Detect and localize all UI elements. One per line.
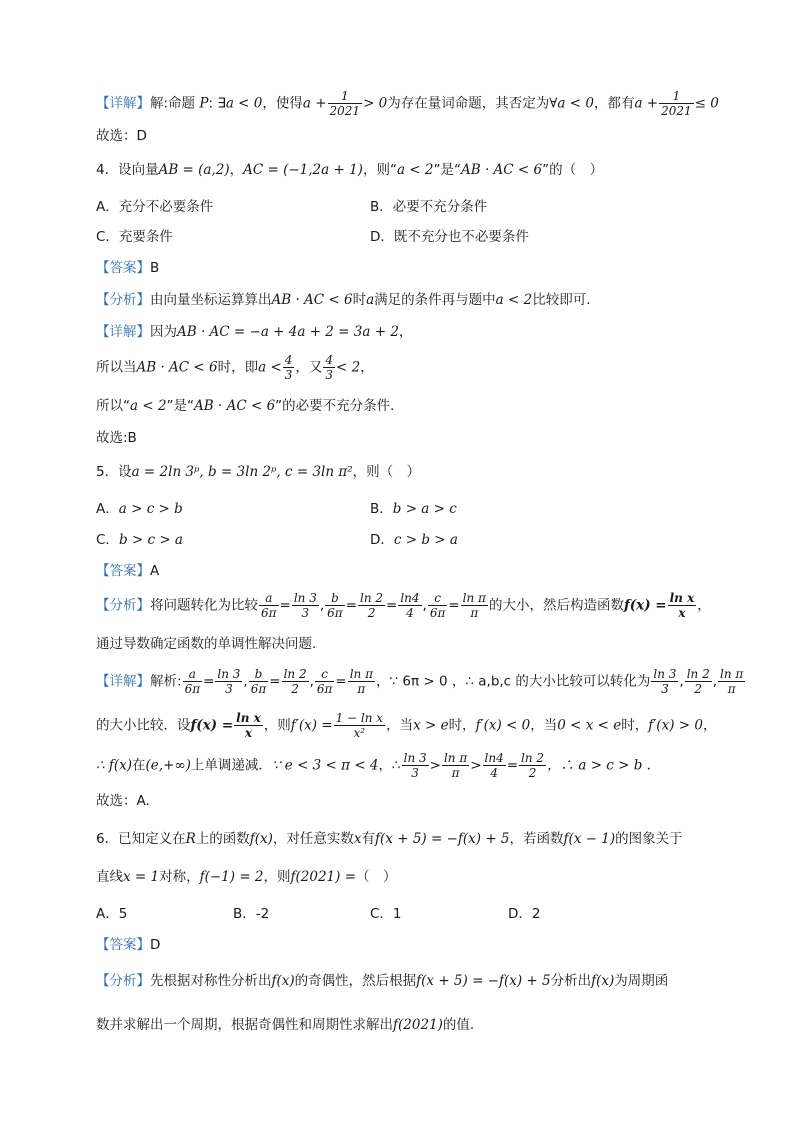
q6-analysis: 【分析】先根据对称性分析出f(x)的奇偶性，然后根据f(x + 5) = −f(x) + 5分析出f(x)为周期函 (96, 973, 669, 989)
q5-option-d: D．c > b > a (370, 532, 458, 548)
detail-tag: 【详解】 (96, 95, 150, 112)
q6-option-c: C．1 (370, 906, 402, 922)
q5-answer: 【答案】A (96, 563, 160, 579)
q5-choose: 故选：A. (96, 793, 150, 809)
fraction: $\frac{1}{2021}$ (329, 89, 361, 118)
q5-option-b: B．b > a > c (370, 501, 457, 517)
q6-option-d: D．2 (508, 906, 541, 922)
q4-option-c: C．充要条件 (96, 229, 173, 245)
q6-stem-line2: 直线x = 1对称，f(−1) = 2，则f(2021) =（ ） (96, 869, 397, 885)
q6-option-b: B．-2 (233, 906, 270, 922)
q4-detail-line2: 所以当AB · AC < 6时，即a < $\frac{4}{3}$ ，又 $\frac{4}{3}$ < 2， (96, 353, 374, 382)
q6-answer: 【答案】D (96, 937, 161, 953)
q4-stem: 4．设向量AB = (a,2)，AC = (−1,2a + 1)，则“a < 2”是“AB · AC < 6”的（ ） (96, 162, 604, 178)
q4-option-b: B．必要不充分条件 (370, 199, 488, 215)
q5-stem: 5．设a = 2ln 3ᵖ, b = 3ln 2ᵖ, c = 3ln π²，则（ ） (96, 464, 421, 480)
q6-option-a: A．5 (96, 906, 128, 922)
fraction: $\frac{4}{3}$ (325, 353, 334, 382)
q3-detail-line: 【详解】解:命题 P: ∃a < 0，使得a + $\frac{1}{2021}$ > 0为存在量词命题，其否定为∀a < 0，都有a + $\frac{1}{2021}$ ≤ 0 (96, 89, 719, 118)
fraction: $\frac{1}{2021}$ (661, 89, 692, 118)
q5-detail: 【详解】解析: $\frac{a}{6\pi}$ = $\frac{\ln 3}{3}$ , $\frac{b}{6\pi}$ = $\frac{\ln 2}{2}$ , $\frac{c}{6\pi}$ = $\frac{\text{ln π}}{\pi}$ ，∵ 6π > 0 ，∴ a,b,c 的大小比较可以转化为 $\frac{\ln 3}{3}$ , $\frac{\ln 2}{2}$ , $\frac{\text{ln π}}{\pi}$ (96, 667, 744, 696)
q4-option-d: D．既不充分也不必要条件 (370, 229, 529, 245)
q5-detail-line2: 的大小比较．设f(x) = $\frac{\text{ln x}}{x}$ ，则f′(x) = $\frac{\text{1 − ln x}}{\text{x²}}$ ，当x > e时，f′(x) < 0，当0 < x < e时，f′(x) > 0， (96, 711, 717, 740)
q4-answer: 【答案】B (96, 260, 160, 276)
fraction: $\frac{4}{3}$ (284, 353, 293, 382)
q4-option-a: A．充分不必要条件 (96, 199, 214, 215)
q5-analysis-line2: 通过导数确定函数的单调性解决问题. (96, 636, 317, 652)
q5-option-a: A．a > c > b (96, 501, 183, 517)
q6-stem: 6．已知定义在R上的函数f(x)，对任意实数x有f(x + 5) = −f(x) + 5，若函数f(x − 1)的图象关于 (96, 831, 683, 847)
q5-detail-line3: ∴ f(x)在(e,+∞)上单调递减．∵ e < 3 < π < 4，∴ $\frac{\ln 3}{3}$ > $\frac{\text{ln π}}{\pi}$ > $\frac{\ln 4}{4}$ = $\frac{\ln 2}{2}$ ，∴ a > c > b . (96, 751, 651, 780)
q4-analysis: 【分析】由向量坐标运算算出AB · AC < 6时a满足的条件再与题中a < 2比较即可. (96, 292, 591, 308)
q4-detail: 【详解】因为AB · AC = −a + 4a + 2 = 3a + 2， (96, 324, 413, 340)
q4-choose: 故选:B (96, 430, 137, 446)
q3-choose: 故选：D (96, 128, 147, 144)
q4-detail-line3: 所以“a < 2”是“AB · AC < 6”的必要不充分条件． (96, 398, 404, 414)
q5-analysis: 【分析】将问题转化为比较 $\frac{a}{6\pi}$ = $\frac{\ln 3}{3}$ , $\frac{b}{6\pi}$ = $\frac{\ln 2}{2}$ = $\frac{\ln 4}{4}$ , $\frac{c}{6\pi}$ = $\frac{\text{ln π}}{\pi}$ 的大小，然后构造函数f(x) = $\frac{\text{ln x}}{x}$ ， (96, 591, 711, 620)
q5-option-c: C．b > c > a (96, 532, 183, 548)
q6-analysis-line2: 数并求解出一个周期，根据奇偶性和周期性求解出f(2021)的值. (96, 1017, 475, 1033)
